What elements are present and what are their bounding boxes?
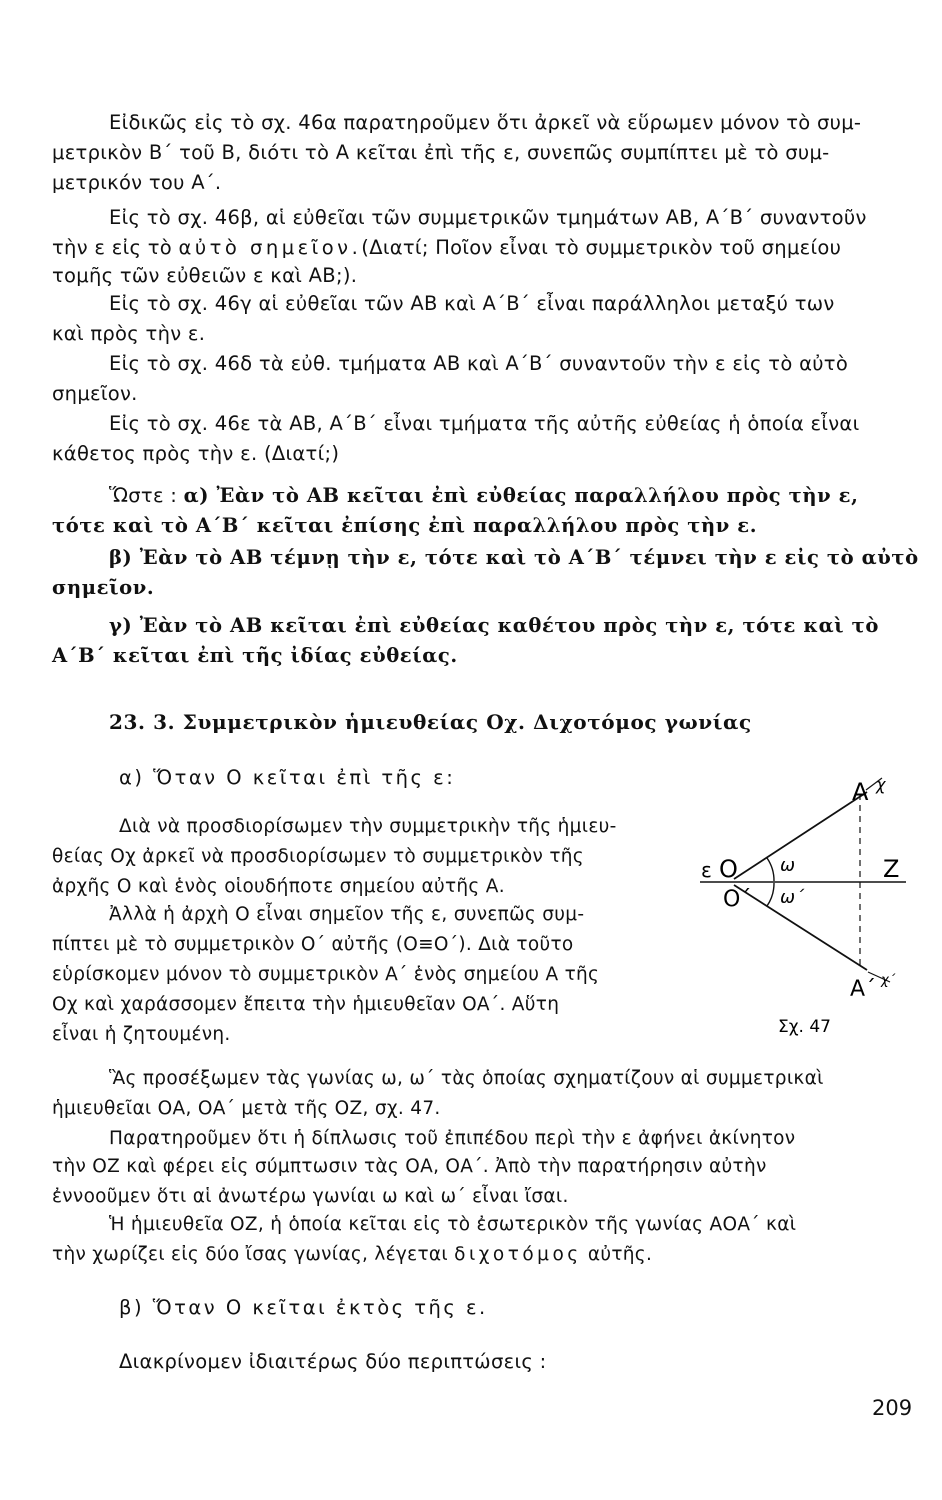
text-line: Εἰς τὸ σχ. 46δ τὰ εὐθ. τμήματα ΑΒ καὶ Α΄Β΄ συναντοῦν τὴν ε εἰς τὸ αὐτὸ: [109, 352, 849, 375]
section-heading: 23. 3. Συμμετρικὸν ἡμιευθείας Οχ. Διχοτόμος γωνίας: [109, 710, 752, 734]
label-x: χ: [876, 775, 886, 794]
text-line: μετρικὸν Β΄ τοῦ Β, διότι τὸ Α κεῖται ἐπὶ τῆς ε, συνεπῶς συμπίπτει μὲ τὸ συμ-: [52, 141, 830, 164]
text-line: Εἰς τὸ σχ. 46ε τὰ ΑΒ, Α΄Β΄ εἶναι τμήματα τῆς αὐτῆς εὐθείας ἡ ὁποία εἶναι: [109, 412, 860, 435]
text-line: [52, 1246, 652, 1265]
bold-line: σημεῖον.: [52, 576, 155, 599]
text-span: τὴν ε εἰς τὸ: [52, 236, 172, 259]
text-span: τὴν χωρίζει εἰς δύο ἴσας γωνίας, λέγεται: [52, 1244, 448, 1265]
text-line: ἐννοοῦμεν ὅτι αἱ ἀνωτέρω γωνίαι ω καὶ ω΄ εἶναι ἴσαι.: [52, 1186, 569, 1207]
text-line: εὑρίσκομεν μόνον τὸ συμμετρικὸν Α΄ ἑνὸς σημείου Α τῆς: [52, 964, 600, 985]
text-line: θείας Οχ ἀρκεῖ νὰ προσδιορίσωμεν τὸ συμμετρικὸν τῆς: [52, 846, 584, 867]
label-epsilon: ε: [701, 858, 712, 882]
spaced-emphasis: αὐτὸ σημεῖον.: [178, 236, 362, 259]
text-span: (Διατί; Ποῖον εἶναι τὸ συμμετρικὸν τοῦ σημείου: [361, 236, 842, 259]
text-line: μετρικόν του Α΄.: [52, 171, 222, 194]
arc-omega-prime: [767, 883, 774, 906]
bold-line: γ) Ἐὰν τὸ ΑΒ κεῖται ἐπὶ εὐθείας καθέτου πρὸς τὴν ε, τότε καὶ τὸ: [109, 614, 879, 637]
label-O-prime: Ο΄: [723, 887, 752, 912]
text-span: αὐτῆς.: [587, 1244, 653, 1265]
text-line: εἶναι ἡ ζητουμένη.: [52, 1024, 231, 1045]
subsection-title: [119, 1298, 488, 1318]
figure-47: [690, 760, 920, 1040]
text-line: πίπτει μὲ τὸ συμμετρικὸν Ο΄ αὐτῆς (Ο≡Ο΄). Διὰ τοῦτο: [52, 934, 574, 955]
text-line: Εἰς τὸ σχ. 46γ αἱ εὐθεῖαι τῶν ΑΒ καὶ Α΄Β΄ εἶναι παράλληλοι μεταξύ των: [109, 292, 835, 315]
text-span: Ὥστε :: [109, 484, 178, 507]
ray-OA: [734, 792, 867, 879]
label-A-prime: Α΄: [850, 977, 877, 1002]
text-span: β) Ὅταν Ο κεῖται ἐκτὸς τῆς ε.: [119, 1296, 488, 1319]
label-A: Α: [852, 778, 869, 806]
figure-caption: Σχ. 47: [778, 1017, 832, 1037]
bold-line: τότε καὶ τὸ Α΄Β΄ κεῖται ἐπίσης ἐπὶ παραλλήλου πρὸς τὴν ε.: [52, 514, 758, 537]
text-line: τομῆς τῶν εὐθειῶν ε καὶ ΑΒ;).: [52, 264, 358, 287]
text-line: Διακρίνομεν ἰδιαιτέρως δύο περιπτώσεις :: [119, 1350, 547, 1373]
text-line: ἀρχῆς Ο καὶ ἑνὸς οἱουδήποτε σημείου αὐτῆς Α.: [52, 876, 505, 897]
label-omega: ω: [780, 855, 796, 876]
text-line: [109, 486, 859, 506]
text-span: α) Ὅταν Ο κεῖται ἐπὶ τῆς ε:: [119, 766, 456, 789]
text-line: ἡμιευθεῖαι ΟΑ, ΟΑ΄ μετὰ τῆς ΟΖ, σχ. 47.: [52, 1098, 441, 1119]
arc-omega: [767, 858, 774, 881]
bold-line: β) Ἐὰν τὸ ΑΒ τέμνῃ τὴν ε, τότε καὶ τὸ Α΄Β΄ τέμνει τὴν ε εἰς τὸ αὐτὸ: [109, 546, 919, 569]
text-line: [52, 238, 841, 258]
text-line: τὴν ΟΖ καὶ φέρει εἰς σύμπτωσιν τὰς ΟΑ, ΟΑ΄. Ἀπὸ τὴν παρατήρησιν αὐτὴν: [52, 1156, 767, 1177]
text-line: Ἃς προσέξωμεν τὰς γωνίας ω, ω΄ τὰς ὁποίας σχηματίζουν αἱ συμμετρικαὶ: [109, 1068, 824, 1089]
text-line: Ἀλλὰ ἡ ἀρχὴ Ο εἶναι σημεῖον τῆς ε, συνεπῶς συμ-: [109, 904, 585, 925]
text-line: Ἡ ἡμιευθεῖα ΟΖ, ἡ ὁποία κεῖται εἰς τὸ ἐσωτερικὸν τῆς γωνίας ΑΟΑ΄ καὶ: [109, 1214, 797, 1235]
text-line: σημεῖον.: [52, 382, 138, 405]
bold-line: Α΄Β΄ κεῖται ἐπὶ τῆς ἰδίας εὐθείας.: [52, 644, 458, 667]
text-line: Παρατηροῦμεν ὅτι ἡ δίπλωσις τοῦ ἐπιπέδου περὶ τὴν ε ἀφήνει ἀκίνητον: [109, 1128, 796, 1149]
text-line: Εἰδικῶς εἰς τὸ σχ. 46α παρατηροῦμεν ὅτι ἀρκεῖ νὰ εὕρωμεν μόνον τὸ συμ-: [109, 111, 862, 134]
text-line: Διὰ νὰ προσδιορίσωμεν τὴν συμμετρικὴν τῆς ἡμιευ-: [119, 816, 617, 837]
text-line: Οχ καὶ χαράσσομεν ἔπειτα τὴν ἡμιευθεῖαν ΟΑ΄. Αὕτη: [52, 994, 560, 1015]
page-number: 209: [872, 1396, 913, 1420]
label-O: Ο: [719, 855, 738, 883]
text-line: Εἰς τὸ σχ. 46β, αἱ εὐθεῖαι τῶν συμμετρικῶν τμημάτων ΑΒ, Α΄Β΄ συναντοῦν: [109, 206, 867, 229]
label-x-prime: χ΄: [881, 973, 896, 988]
bold-rule: α) Ἐὰν τὸ ΑΒ κεῖται ἐπὶ εὐθείας παραλλήλου πρὸς τὴν ε,: [183, 484, 859, 507]
label-Z: Ζ: [883, 855, 900, 883]
spaced-emphasis: διχοτόμος: [454, 1244, 582, 1265]
subsection-title: [119, 768, 455, 788]
label-omega-prime: ω΄: [780, 887, 805, 908]
text-line: κάθετος πρὸς τὴν ε. (Διατί;): [52, 442, 340, 465]
text-line: καὶ πρὸς τὴν ε.: [52, 322, 206, 345]
